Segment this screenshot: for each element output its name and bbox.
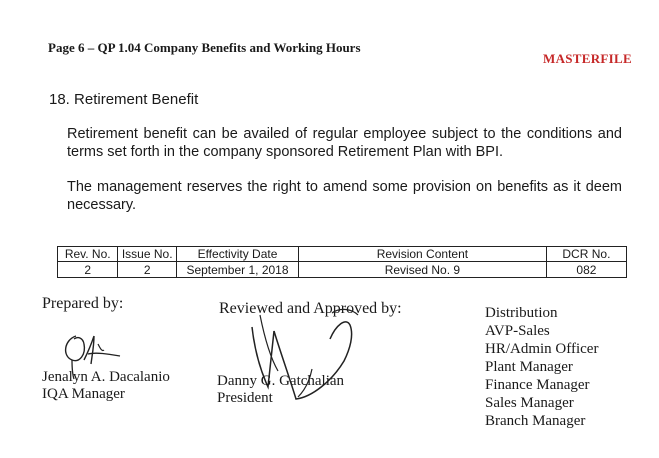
cell-effectivity-date: September 1, 2018 bbox=[176, 262, 298, 278]
distribution-item: Finance Manager bbox=[485, 377, 590, 393]
reviewed-name: Danny G. Gatchalian bbox=[217, 373, 345, 389]
header-dcr-no: DCR No. bbox=[546, 247, 626, 262]
retirement-paragraph: Retirement benefit can be availed of regular employee subject to the conditions and terms set forth in the company sponsored Retirement Plan with BPI. bbox=[67, 126, 622, 160]
prepared-title: IQA Manager bbox=[42, 386, 125, 402]
distribution-item: AVP-Sales bbox=[485, 323, 550, 339]
distribution-item: HR/Admin Officer bbox=[485, 341, 599, 357]
distribution-item: Sales Manager bbox=[485, 395, 574, 411]
revision-table-row bbox=[58, 262, 627, 278]
cell-revision-content: Revised No. 9 bbox=[298, 262, 546, 278]
reviewed-by-label: Reviewed and Approved by: bbox=[219, 300, 402, 317]
prepared-by-label: Prepared by: bbox=[42, 295, 124, 312]
cell-dcr-no: 082 bbox=[546, 262, 626, 278]
distribution-item: Plant Manager bbox=[485, 359, 573, 375]
header-rev-no: Rev. No. bbox=[58, 247, 118, 262]
header-issue-no: Issue No. bbox=[118, 247, 177, 262]
distribution-item: Branch Manager bbox=[485, 413, 586, 429]
header-revision-content: Revision Content bbox=[298, 247, 546, 262]
distribution-list bbox=[485, 304, 598, 430]
cell-rev-no: 2 bbox=[58, 262, 118, 278]
revision-table bbox=[57, 246, 627, 278]
masterfile-stamp: MASTERFILE bbox=[543, 51, 632, 66]
reviewed-title: President bbox=[217, 390, 273, 406]
cell-issue-no: 2 bbox=[118, 262, 177, 278]
header-effectivity-date: Effectivity Date bbox=[176, 247, 298, 262]
revision-table-header bbox=[58, 247, 627, 262]
management-paragraph: The management reserves the right to amend some provision on benefits as it deem necessary. bbox=[67, 179, 622, 213]
page-header: Page 6 – QP 1.04 Company Benefits and Working Hours bbox=[48, 40, 361, 55]
section-title: 18. Retirement Benefit bbox=[49, 91, 199, 108]
prepared-name: Jenalyn A. Dacalanio bbox=[42, 369, 170, 385]
distribution-title: Distribution bbox=[485, 305, 558, 321]
